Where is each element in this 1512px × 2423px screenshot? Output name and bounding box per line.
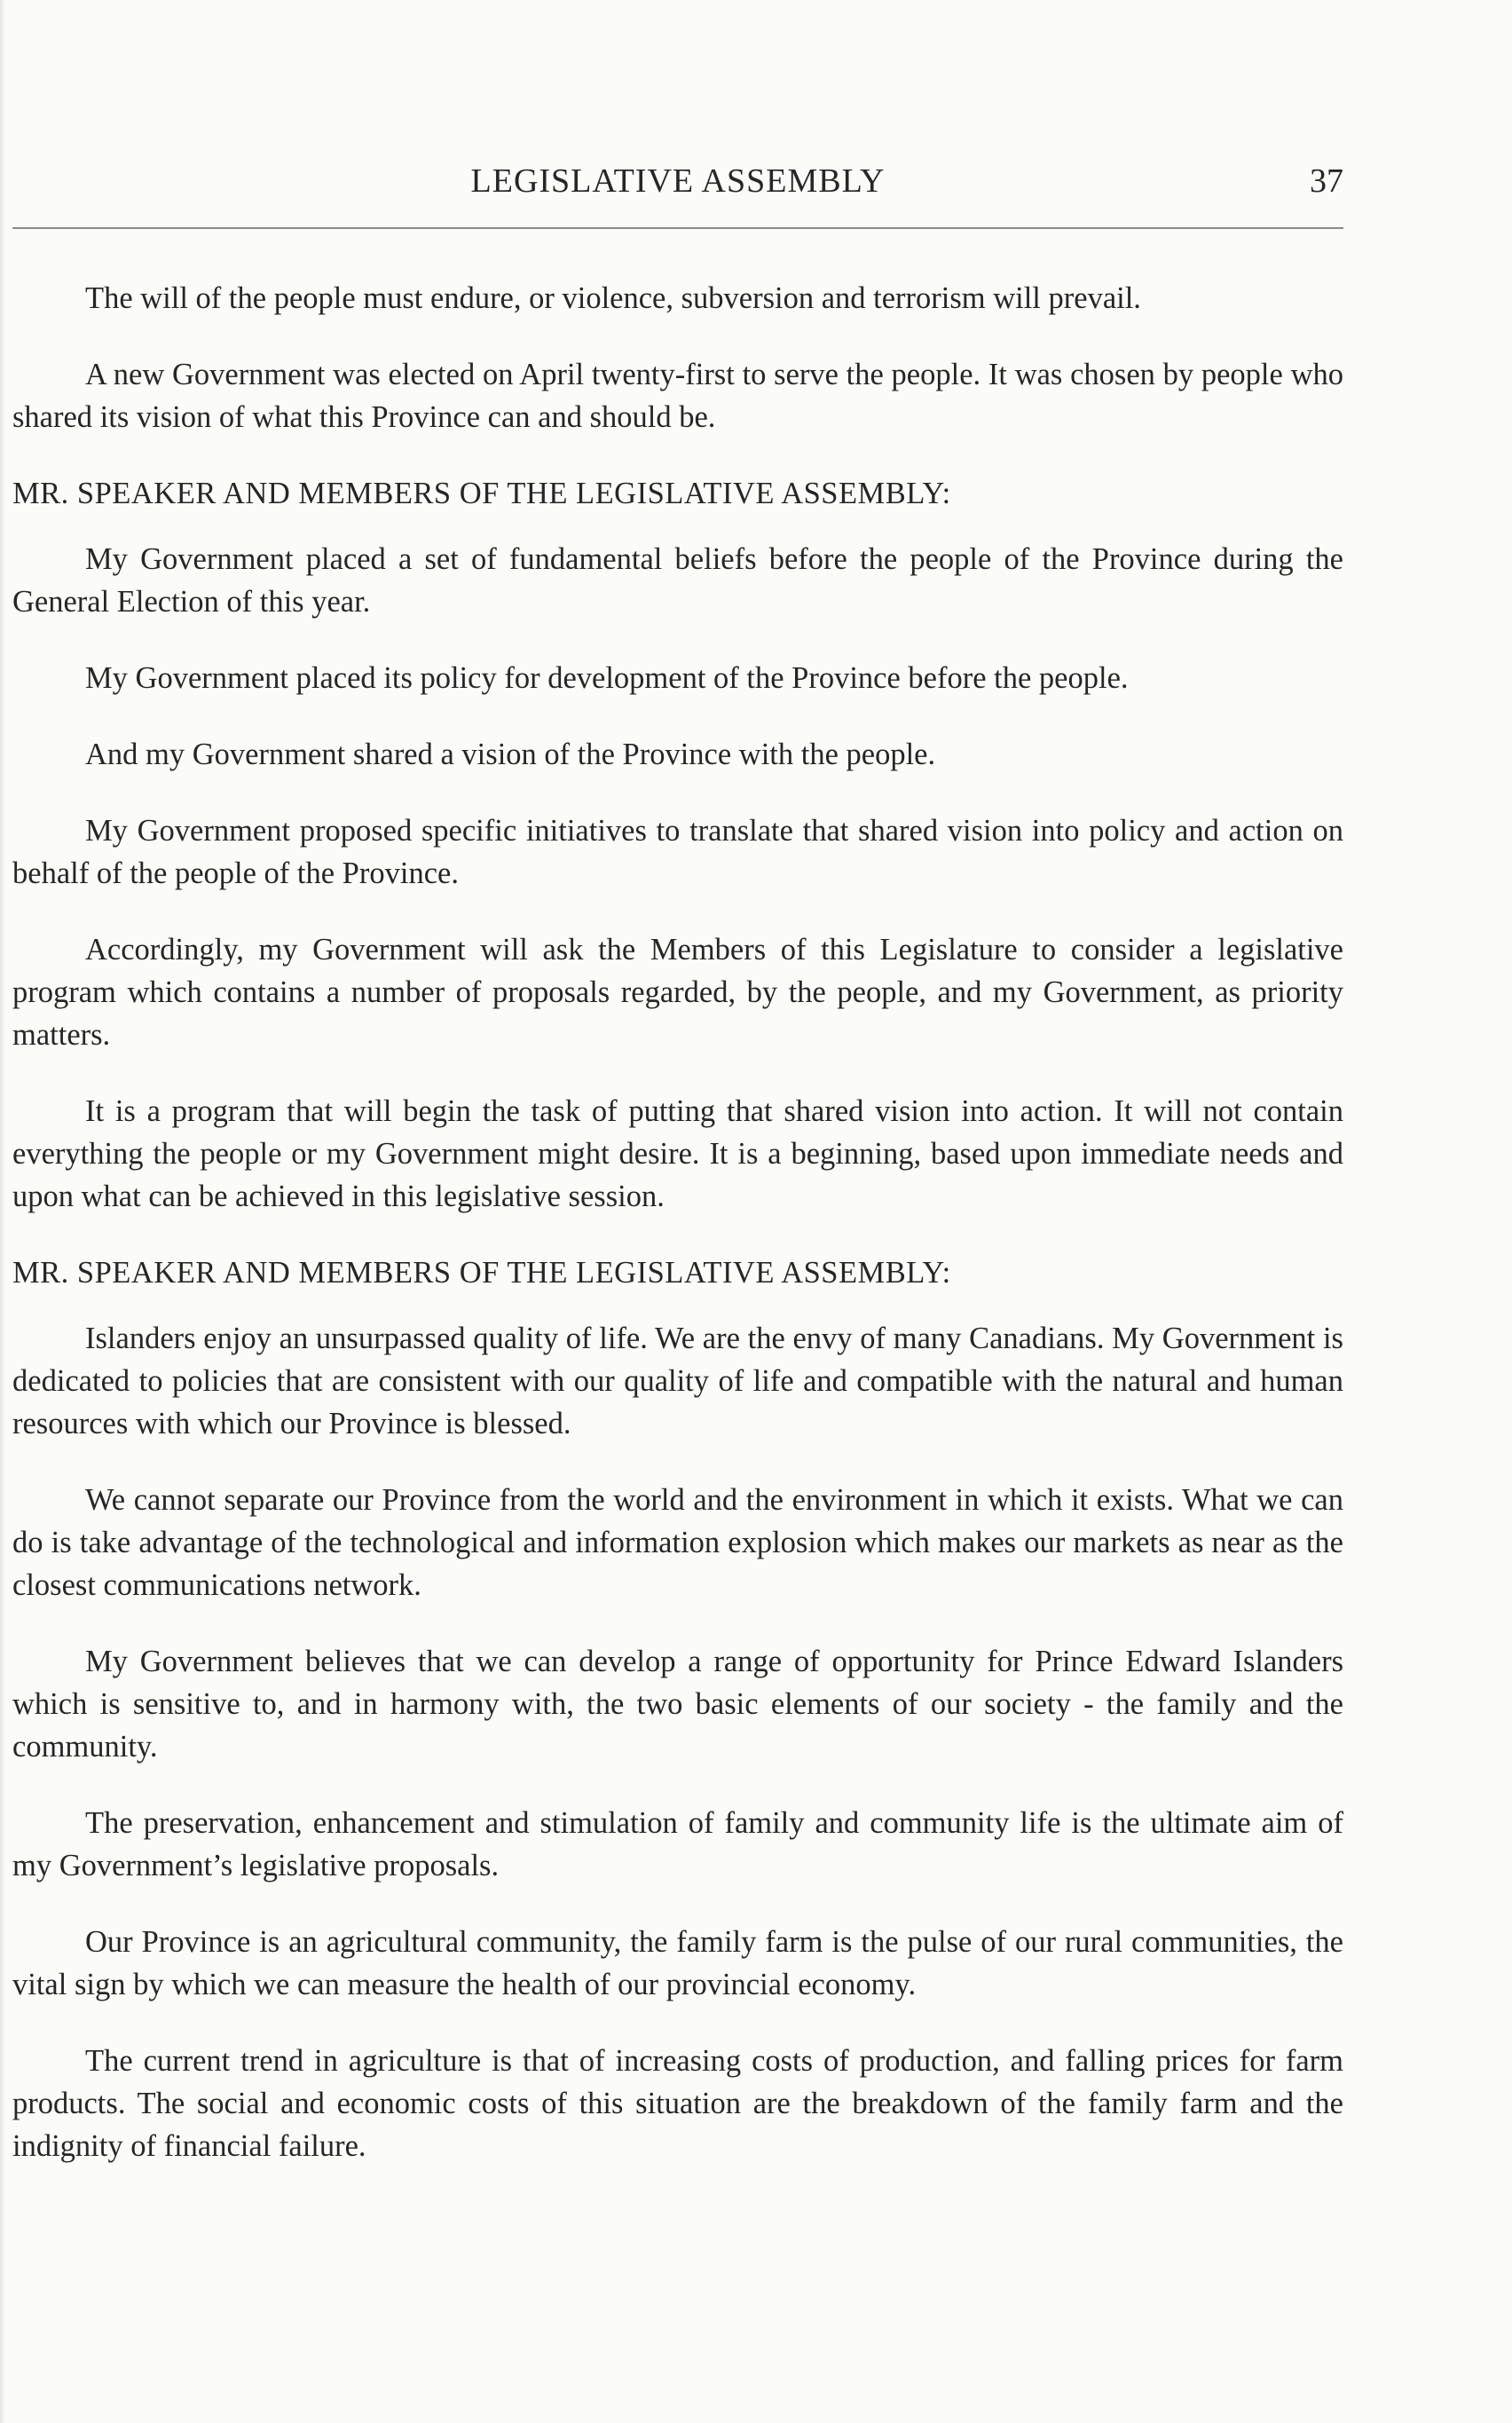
paragraph: My Government proposed specific initiatives to translate that shared vision into policy and action on behalf of the people of the Province. <box>12 814 1343 890</box>
section-heading: MR. SPEAKER AND MEMBERS OF THE LEGISLATIVE ASSEMBLY: <box>12 477 951 510</box>
paragraph: The will of the people must endure, or violence, subversion and terrorism will prevail. <box>85 281 1141 315</box>
paragraph: My Government believes that we can develop a range of opportunity for Prince Edward Islanders which is sensitive to, and in harmony with, the two basic elements of our society - the family and the community. <box>12 1645 1343 1764</box>
document-body <box>12 277 1343 2201</box>
paragraph: We cannot separate our Province from the world and the environment in which it exists. What we can do is take advantage of the technological and information explosion which makes our markets as near as the closest communications network. <box>12 1483 1343 1602</box>
running-head: LEGISLATIVE ASSEMBLY <box>470 162 886 200</box>
paragraph: A new Government was elected on April twenty-first to serve the people. It was chosen by people who shared its vision of what this Province can and should be. <box>12 358 1343 434</box>
paragraph: It is a program that will begin the task of putting that shared vision into action. It will not contain everything the people or my Government might desire. It is a beginning, based upon immediate needs and upon what can be achieved in this legislative session. <box>12 1094 1343 1213</box>
paragraph: Islanders enjoy an unsurpassed quality of life. We are the envy of many Canadians. My Government is dedicated to policies that are consistent with our quality of life and compatible with the natural and human resources with which our Province is blessed. <box>12 1322 1343 1440</box>
paragraph: My Government placed a set of fundamental beliefs before the people of the Province during the General Election of this year. <box>12 542 1343 619</box>
paragraph: My Government placed its policy for development of the Province before the people. <box>85 661 1129 695</box>
paragraph: And my Government shared a vision of the Province with the people. <box>85 738 936 771</box>
page-edge <box>0 0 5 2423</box>
paragraph: Our Province is an agricultural community, the family farm is the pulse of our rural communities, the vital sign by which we can measure the health of our provincial economy. <box>12 1925 1343 2001</box>
paragraph: The current trend in agriculture is that of increasing costs of production, and falling prices for farm products. The social and economic costs of this situation are the breakdown of the family farm and the indignity of financial failure. <box>12 2044 1343 2163</box>
paragraph: Accordingly, my Government will ask the Members of this Legislature to consider a legislative program which contains a number of proposals regarded, by the people, and my Government, as priority matters. <box>12 933 1343 1052</box>
page-number: 37 <box>1310 162 1343 200</box>
header-rule <box>12 227 1343 229</box>
section-heading: MR. SPEAKER AND MEMBERS OF THE LEGISLATIVE ASSEMBLY: <box>12 1256 951 1290</box>
page-header <box>12 158 1343 204</box>
paragraph: The preservation, enhancement and stimulation of family and community life is the ultimate aim of my Government’s legislative proposals. <box>12 1806 1343 1882</box>
